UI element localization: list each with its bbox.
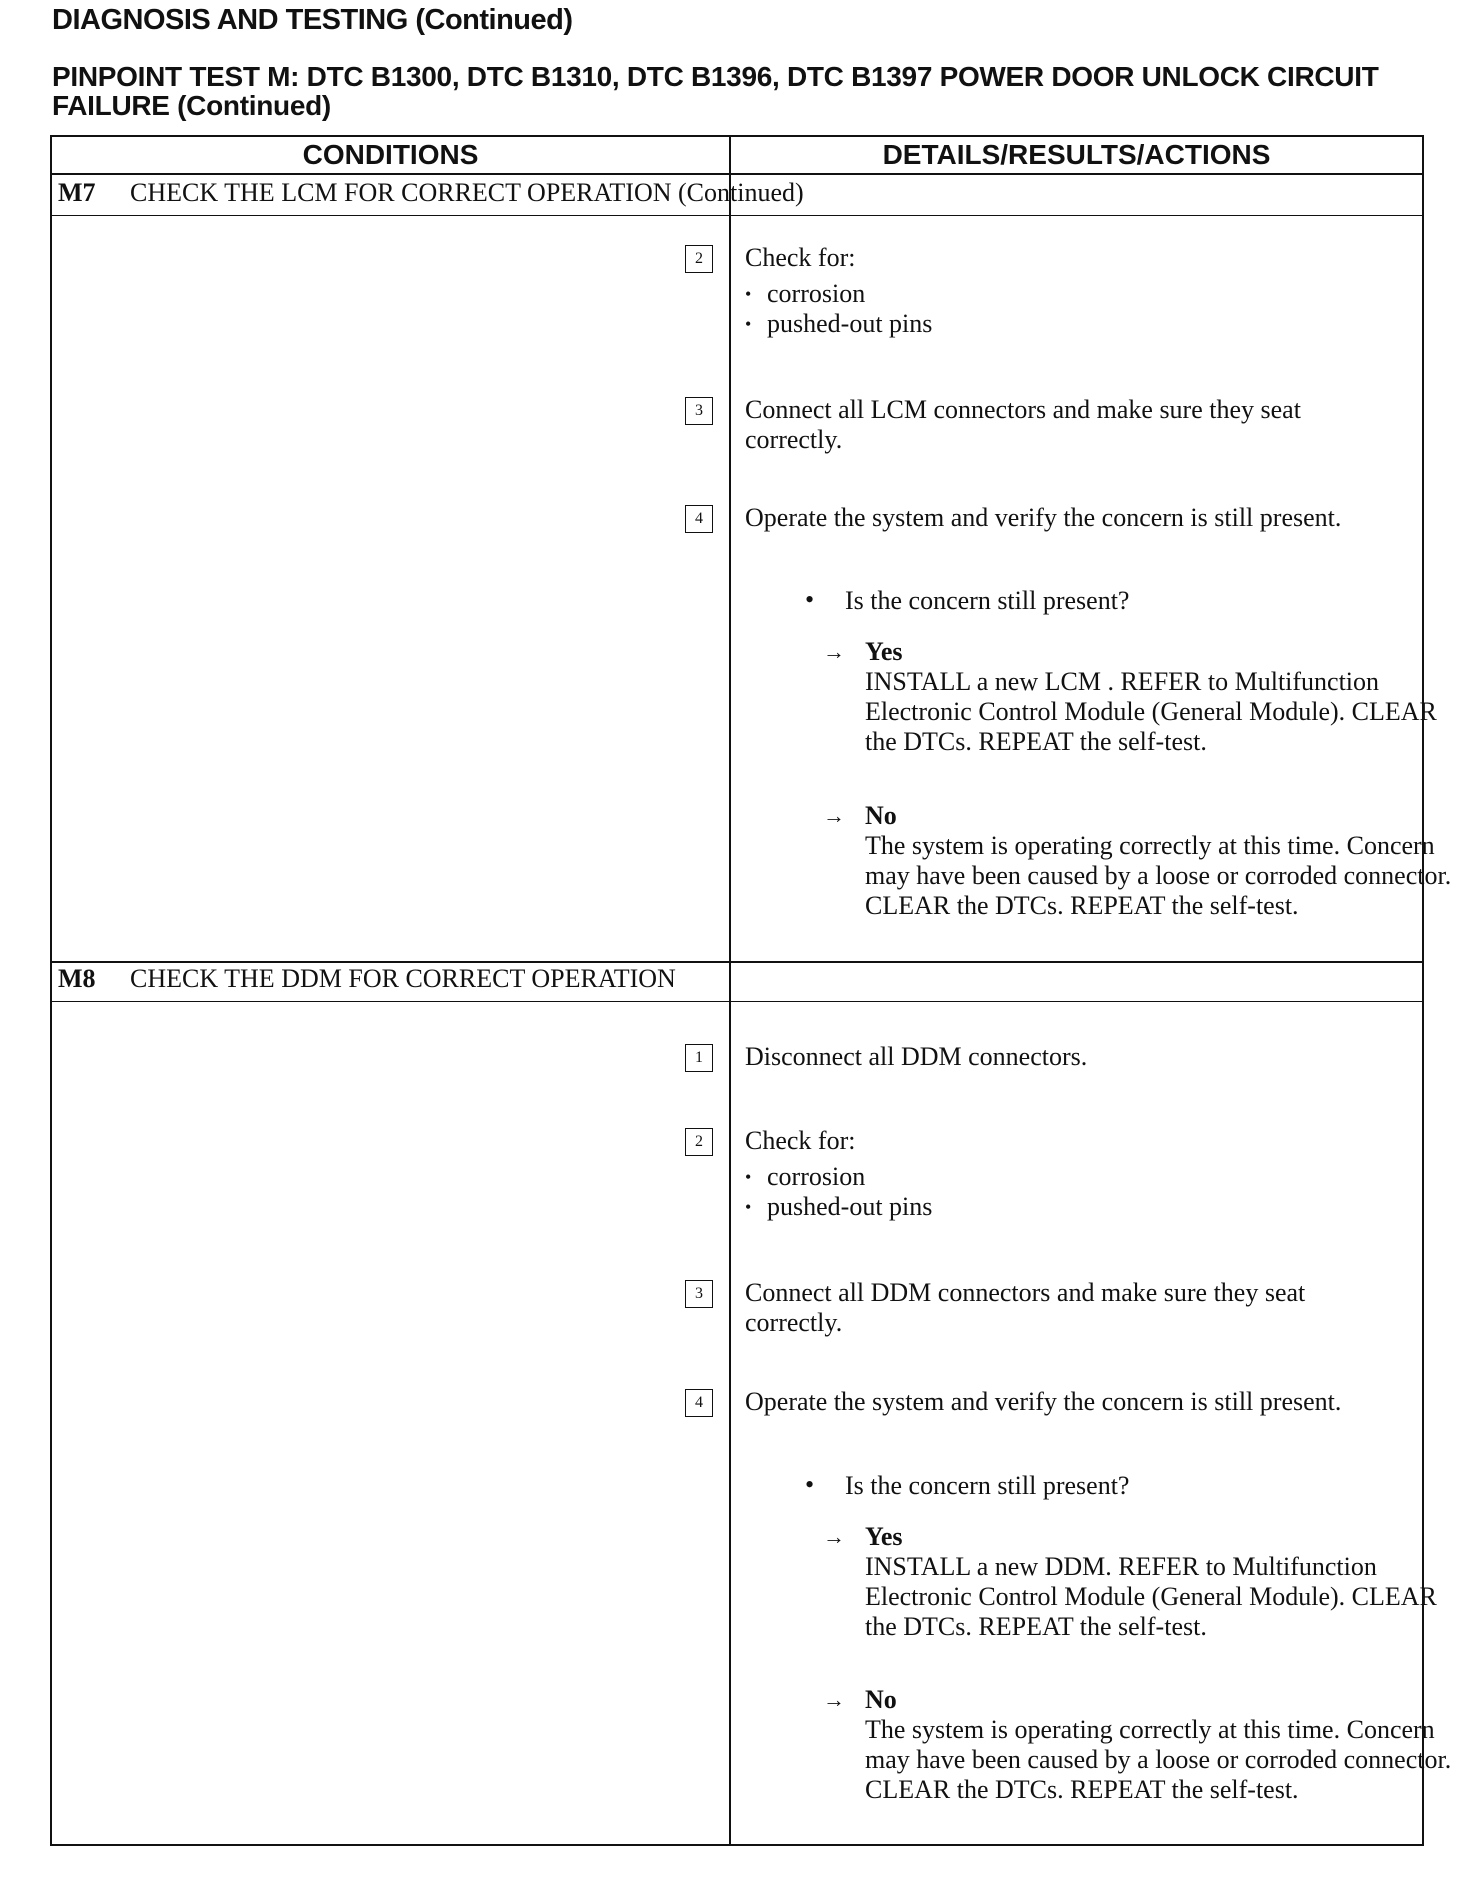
step-text: Operate the system and verify the concern is still present. <box>745 1387 1342 1416</box>
list-item: • corrosion <box>745 279 1395 309</box>
details-header: DETAILS/RESULTS/ACTIONS <box>882 139 1271 170</box>
step-number-box: 3 <box>685 1280 713 1308</box>
step-text: Check for: <box>745 243 856 272</box>
column-divider <box>729 137 731 1844</box>
step-text: Check for: <box>745 1126 856 1155</box>
bullet-icon: • <box>805 585 815 614</box>
step-text: Disconnect all DDM connectors. <box>745 1042 1088 1071</box>
m8-step-title: CHECK THE DDM FOR CORRECT OPERATION <box>130 964 676 993</box>
section-title: DIAGNOSIS AND TESTING (Continued) <box>52 4 573 36</box>
step-text: Connect all LCM connectors and make sure they seat correctly. <box>745 395 1301 454</box>
list-item: • corrosion <box>745 1162 1395 1192</box>
pinpoint-test-title: PINPOINT TEST M: DTC B1300, DTC B1310, DTC B1396, DTC B1397 POWER DOOR UNLOCK CIRCUIT FAILURE (Continued) <box>52 61 1379 121</box>
step-number-box: 2 <box>685 245 713 273</box>
m7-question: • Is the concern still present? <box>805 585 1130 615</box>
header-divider <box>52 173 1422 175</box>
check-list <box>745 279 1395 339</box>
step-number-box: 4 <box>685 505 713 533</box>
list-item: • pushed-out pins <box>745 1192 1395 1222</box>
result-text: The system is operating correctly at this time. Concern may have been caused by a loose or corroded connector. CLEAR the DTCs. REPEAT the self-test. <box>865 1715 1452 1804</box>
m7-yes-result <box>823 637 1472 757</box>
step-number-box: 4 <box>685 1389 713 1417</box>
check-list <box>745 1162 1395 1222</box>
bullet-icon: • <box>805 1470 815 1499</box>
arrow-right-icon: → <box>823 1524 845 1549</box>
result-text: The system is operating correctly at this time. Concern may have been caused by a loose or corroded connector. CLEAR the DTCs. REPEAT the self-test. <box>865 831 1452 920</box>
m8-question: • Is the concern still present? <box>805 1470 1130 1500</box>
result-label: Yes <box>865 1522 903 1551</box>
conditions-header: CONDITIONS <box>302 139 479 170</box>
m7-step-heading <box>58 178 804 208</box>
m7-step-title: CHECK THE LCM FOR CORRECT OPERATION (Continued) <box>130 178 804 207</box>
step-number-box: 1 <box>685 1044 713 1072</box>
m8-row-top-divider <box>52 961 1422 963</box>
m7-step-id: M7 <box>58 178 96 207</box>
arrow-right-icon: → <box>823 803 845 828</box>
m8-no-result <box>823 1685 1472 1805</box>
result-label: Yes <box>865 637 903 666</box>
result-label: No <box>865 1685 897 1714</box>
result-label: No <box>865 801 897 830</box>
result-text: INSTALL a new LCM . REFER to Multifunction Electronic Control Module (General Module). CLEAR the DTCs. REPEAT the self-test. <box>865 667 1437 756</box>
step-text: Connect all DDM connectors and make sure they seat correctly. <box>745 1278 1306 1337</box>
arrow-right-icon: → <box>823 639 845 664</box>
arrow-right-icon: → <box>823 1687 845 1712</box>
list-item: • pushed-out pins <box>745 309 1395 339</box>
m7-no-result <box>823 801 1472 921</box>
m8-step-id: M8 <box>58 964 96 993</box>
m8-step-heading <box>58 964 676 994</box>
step-number-box: 3 <box>685 397 713 425</box>
step-text: Operate the system and verify the concern is still present. <box>745 503 1342 532</box>
m7-row-divider <box>52 215 1422 216</box>
result-text: INSTALL a new DDM. REFER to Multifunction Electronic Control Module (General Module). CLEAR the DTCs. REPEAT the self-test. <box>865 1552 1437 1641</box>
m8-yes-result <box>823 1522 1472 1642</box>
step-number-box: 2 <box>685 1128 713 1156</box>
m8-row-divider <box>52 1001 1422 1002</box>
